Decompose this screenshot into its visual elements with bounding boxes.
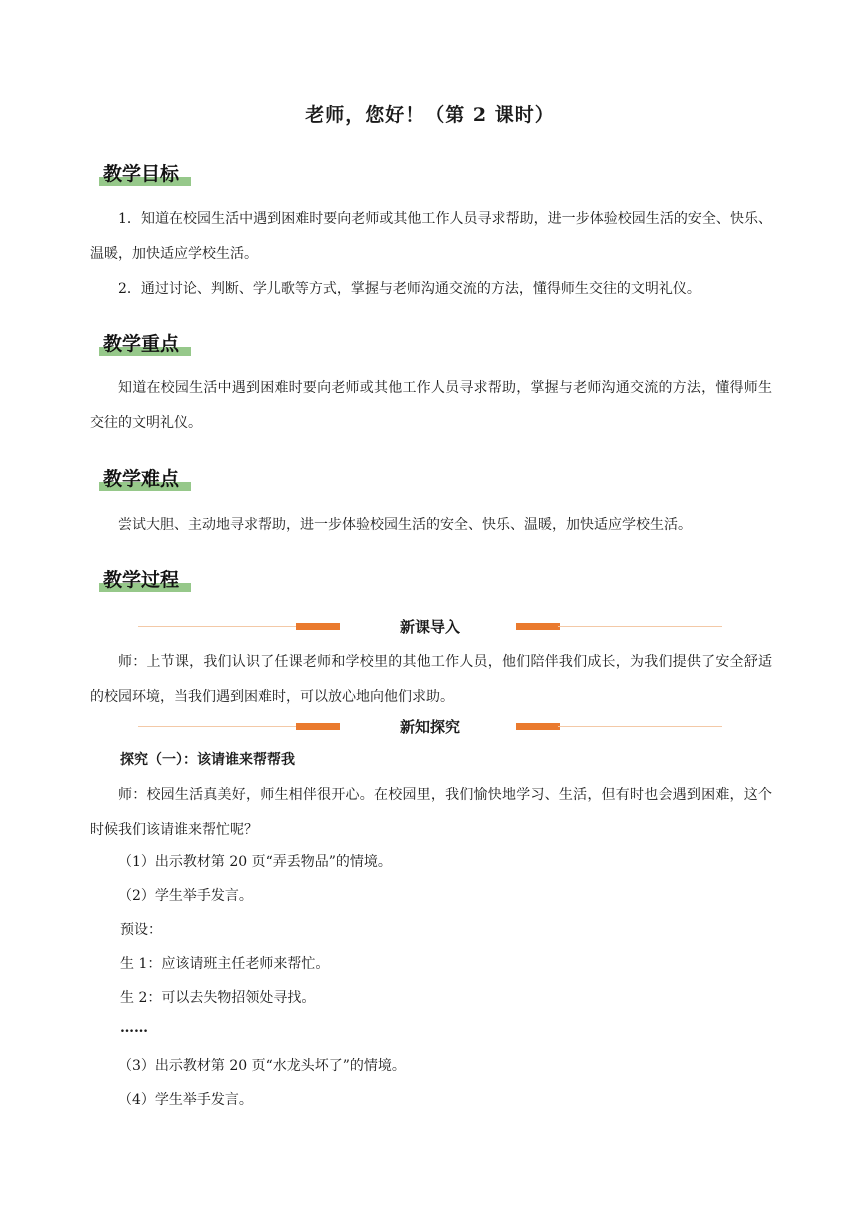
step-2: （2）学生举手发言。 (118, 888, 253, 904)
section-heading-objectives (97, 161, 179, 191)
objective-item-1: 1．知道在校园生活中遇到困难时要向老师或其他工作人员寻求帮助，进一步体验校园生活的安全、快乐、温暖，加快适应学校生活。 (90, 211, 772, 262)
heading-text: 教学难点 (103, 468, 180, 490)
student-answer-2: 生 2：可以去失物招领处寻找。 (120, 990, 316, 1006)
difficulties-text: 尝试大胆、主动地寻求帮助，进一步体验校园生活的安全、快乐、温暖，加快适应学校生活。 (118, 517, 692, 533)
divider-new-lesson (138, 617, 722, 637)
divider-label: 新课导入 (399, 618, 460, 636)
heading-text: 教学过程 (103, 569, 180, 591)
step-3: （3）出示教材第 20 页“水龙头坏了”的情境。 (118, 1058, 406, 1074)
section-heading-process (97, 567, 179, 597)
objective-item-2: 2．通过讨论、判断、学儿歌等方式，掌握与老师沟通交流的方法，懂得师生交往的文明礼仪。 (118, 281, 701, 297)
ellipsis: …… (120, 1020, 148, 1036)
document-title: 老师，您好！（第 2 课时） (305, 104, 555, 126)
section-heading-difficulties (97, 466, 179, 496)
divider-label: 新知探究 (399, 718, 460, 736)
step-1: （1）出示教材第 20 页“弄丢物品”的情境。 (118, 854, 392, 870)
student-answer-1: 生 1：应该请班主任老师来帮忙。 (120, 956, 330, 972)
explore-subtitle: 探究（一）：该请谁来帮帮我 (120, 752, 295, 768)
preset-label: 预设： (120, 922, 162, 938)
divider-new-knowledge (138, 717, 722, 737)
key-points-text: 知道在校园生活中遇到困难时要向老师或其他工作人员寻求帮助，掌握与老师沟通交流的方法，懂得师生交往的文明礼仪。 (90, 380, 772, 431)
step-4: （4）学生举手发言。 (118, 1092, 253, 1108)
section-heading-key-points (97, 331, 179, 361)
heading-text: 教学重点 (103, 333, 180, 355)
explore-text: 师：校园生活真美好，师生相伴很开心。在校园里，我们愉快地学习、生活，但有时也会遇到困难，这个时候我们该请谁来帮忙呢？ (90, 787, 772, 838)
heading-text: 教学目标 (103, 163, 180, 185)
intro-text: 师：上节课，我们认识了任课老师和学校里的其他工作人员，他们陪伴我们成长，为我们提供了安全舒适的校园环境，当我们遇到困难时，可以放心地向他们求助。 (90, 654, 772, 705)
